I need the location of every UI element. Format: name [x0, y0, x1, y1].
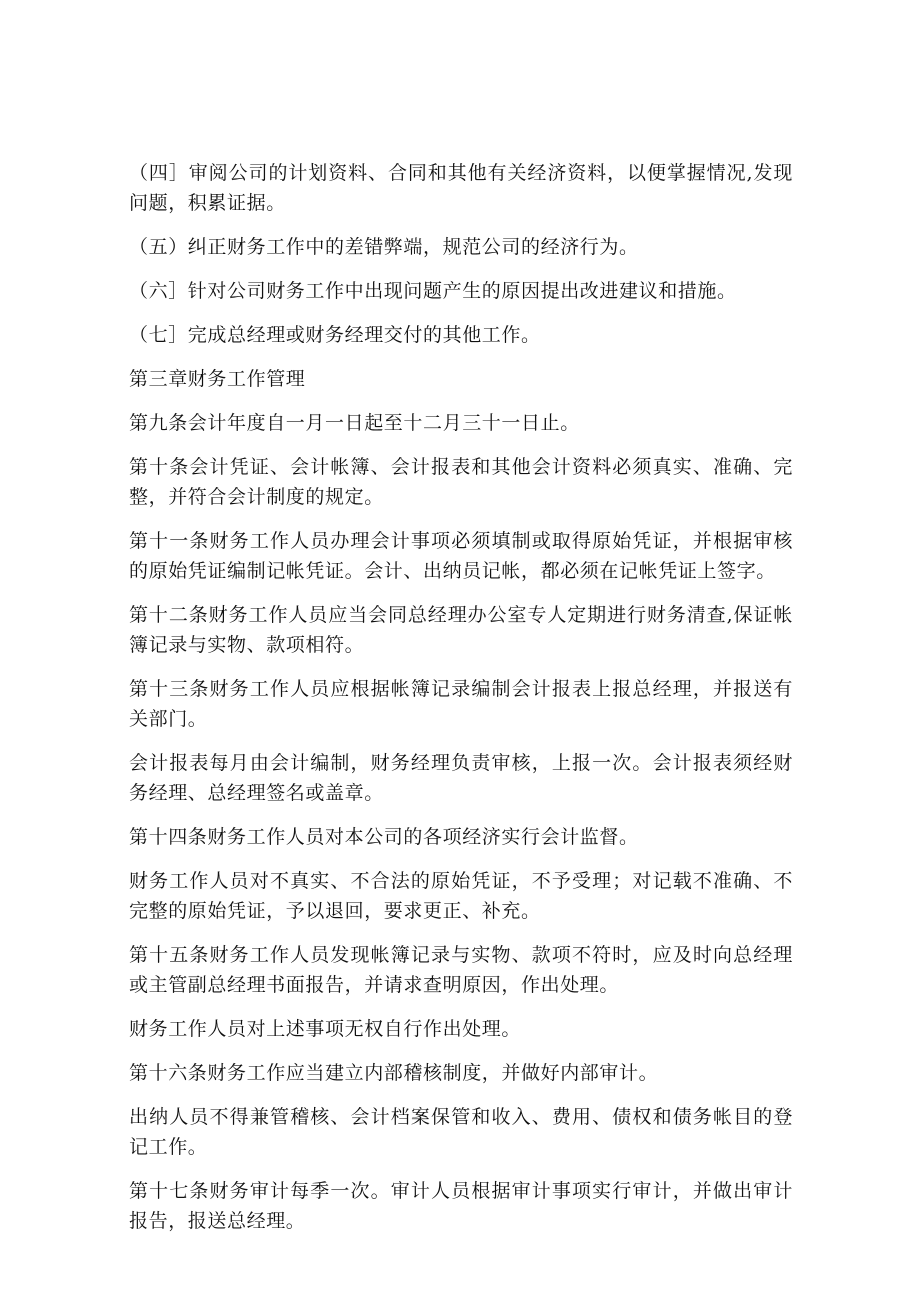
- article-14-detail: 财务工作人员对不真实、不合法的原始凭证，不予受理；对记载不准确、不完整的原始凭证，予以退回，要求更正、补充。: [129, 870, 793, 922]
- article-16-detail: 出纳人员不得兼管稽核、会计档案保管和收入、费用、债权和债务帐目的登记工作。: [129, 1106, 793, 1158]
- document-body: [129, 158, 793, 1250]
- article-16: 第十六条财务工作应当建立内部稽核制度，并做好内部审计。: [129, 1062, 659, 1084]
- article-10: 第十条会计凭证、会计帐簿、会计报表和其他会计资料必须真实、准确、完整，并符合会计制度的规定。: [129, 456, 793, 508]
- article-15-detail: 财务工作人员对上述事项无权自行作出处理。: [129, 1018, 522, 1040]
- article-15: 第十五条财务工作人员发现帐簿记录与实物、款项不符时，应及时向总经理或主管副总经理书面报告，并请求查明原因，作出处理。: [129, 944, 793, 996]
- article-11: 第十一条财务工作人员办理会计事项必须填制或取得原始凭证，并根据审核的原始凭证编制记帐凭证。会计、出纳员记帐，都必须在记帐凭证上签字。: [129, 530, 793, 582]
- chapter-heading: 第三章财务工作管理: [129, 368, 306, 390]
- paragraph-item-4: （四］审阅公司的计划资料、合同和其他有关经济资料，以便掌握情况,发现问题，积累证据。: [129, 162, 793, 214]
- paragraph-item-7: （七］完成总经理或财务经理交付的其他工作。: [129, 324, 541, 346]
- article-13-detail: 会计报表每月由会计编制，财务经理负责审核，上报一次。会计报表须经财务经理、总经理签名或盖章。: [129, 752, 793, 804]
- article-13: 第十三条财务工作人员应根据帐簿记录编制会计报表上报总经理，并报送有关部门。: [129, 678, 793, 730]
- article-12: 第十二条财务工作人员应当会同总经理办公室专人定期进行财务清查,保证帐簿记录与实物、款项相符。: [129, 604, 793, 656]
- article-9: 第九条会计年度自一月一日起至十二月三十一日止。: [129, 412, 580, 434]
- article-14: 第十四条财务工作人员对本公司的各项经济实行会计监督。: [129, 826, 639, 848]
- article-17: 第十七条财务审计每季一次。审计人员根据审计事项实行审计，并做出审计报告，报送总经理。: [129, 1180, 793, 1232]
- paragraph-item-5: （五）纠正财务工作中的差错弊端，规范公司的经济行为。: [129, 236, 639, 258]
- paragraph-item-6: （六］针对公司财务工作中出现问题产生的原因提出改进建议和措施。: [129, 280, 737, 302]
